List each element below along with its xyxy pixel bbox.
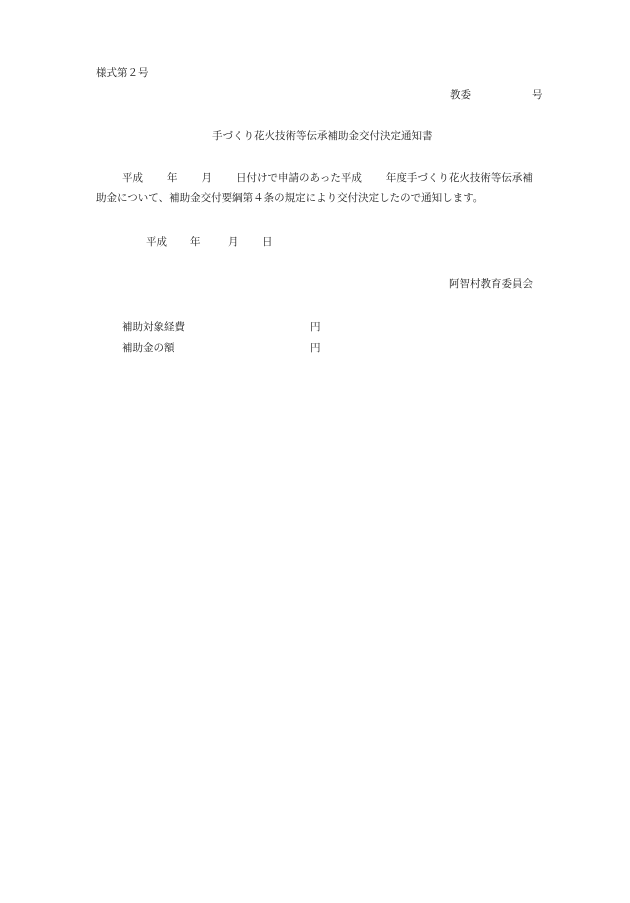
date-era: 平成 [146, 236, 167, 248]
body-line-2: 助金について、補助金交付要綱第４条の規定により交付決定したので通知します。 [96, 192, 484, 204]
subsidy-amount-label: 補助金の額 [122, 342, 175, 354]
date-day-label: 日 [262, 236, 273, 248]
body-fiscal-year-text: 年度手づくり花火技術等伝承補 [385, 172, 533, 184]
document-number-prefix: 教委 [450, 89, 471, 101]
date-month-label: 月 [228, 236, 239, 248]
subsidy-target-cost-unit: 円 [310, 321, 321, 333]
subsidy-amount-unit: 円 [310, 342, 321, 354]
body-month-label: 月 [201, 172, 212, 184]
form-number: 様式第２号 [96, 67, 149, 79]
subsidy-target-cost-label: 補助対象経費 [122, 321, 185, 333]
date-year-label: 年 [190, 236, 201, 248]
body-era: 平成 [122, 172, 143, 184]
body-year-label: 年 [167, 172, 178, 184]
issuer-name: 阿智村教育委員会 [449, 278, 533, 290]
document-title: 手づくり花火技術等伝承補助金交付決定通知書 [212, 130, 433, 142]
document-number-suffix: 号 [532, 89, 543, 101]
body-application-text: 日付けで申請のあった平成 [236, 172, 362, 184]
body-line-1 [122, 173, 533, 184]
